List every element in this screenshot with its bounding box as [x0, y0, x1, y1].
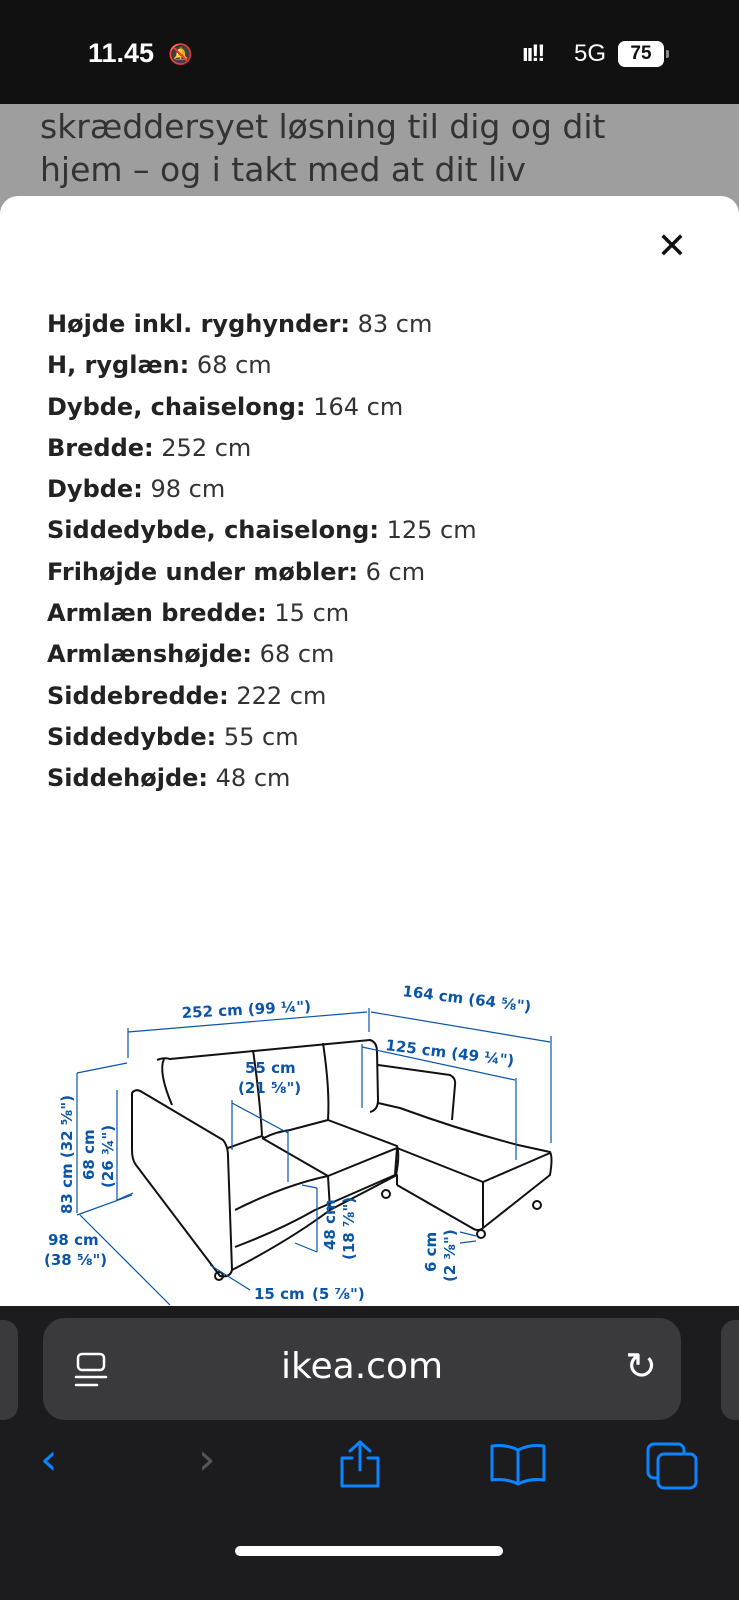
background-text-line: skræddersyet løsning til dig og dit [40, 107, 606, 146]
diagram-label-chaise-depth: 164 cm (64 ⅝") [401, 982, 533, 1016]
diagram-label-back-height: 68 cm [80, 1129, 98, 1180]
background-text-line: hjem – og i takt med at dit liv [40, 150, 526, 189]
home-indicator [235, 1546, 503, 1556]
dimension-row [47, 469, 477, 510]
next-tab-peek[interactable] [721, 1320, 739, 1420]
url-text[interactable]: ikea.com [280, 1346, 444, 1387]
dimension-row [47, 634, 477, 675]
dimension-value: 6 cm [365, 557, 426, 586]
dimension-value: 98 cm [150, 475, 226, 504]
diagram-label-depth-in: (38 ⅝") [44, 1251, 108, 1269]
dimension-row [47, 510, 477, 551]
reader-menu-icon[interactable] [73, 1348, 109, 1390]
diagram-label-height: 83 cm (32 ⅝") [58, 1095, 76, 1214]
diagram-label-armrest-in: (5 ⅞") [312, 1285, 365, 1303]
dimension-value: 252 cm [161, 433, 252, 462]
dimension-value: 55 cm [223, 722, 299, 751]
reload-icon[interactable]: ↻ [625, 1344, 657, 1388]
dimension-row [47, 387, 477, 428]
dimension-row [47, 345, 477, 386]
status-bar [0, 0, 739, 104]
forward-button[interactable]: › [198, 1434, 216, 1485]
dimension-label: Siddedybde, chaiselong: [47, 516, 379, 545]
sofa-dimension-diagram [40, 960, 690, 1305]
dimension-value: 164 cm [313, 392, 404, 421]
dimension-value: 68 cm [196, 351, 272, 380]
dimension-value: 48 cm [215, 764, 291, 793]
dimension-label: Dybde: [47, 475, 143, 504]
browser-toolbar [0, 1306, 739, 1600]
dimension-row [47, 552, 477, 593]
status-time: 11.45 [88, 38, 155, 68]
share-icon[interactable] [336, 1438, 384, 1490]
diagram-label-seat-height-in: (18 ⅞") [340, 1196, 358, 1260]
network-type: 5G [574, 40, 607, 67]
battery-icon: 75 [618, 41, 664, 67]
diagram-label-clearance: 6 cm [422, 1231, 440, 1272]
silent-bell-icon: 🔕 [168, 42, 193, 66]
diagram-label-chaise-seat-depth: 125 cm (49 ¼") [384, 1036, 516, 1070]
back-button[interactable]: ‹ [40, 1434, 58, 1485]
dimension-row [47, 717, 477, 758]
signal-icon: ıı!! [522, 40, 544, 67]
dimension-value: 83 cm [357, 310, 433, 338]
diagram-label-seat-depth-in: (21 ⅝") [238, 1079, 302, 1097]
dimension-value: 15 cm [274, 599, 350, 628]
dimension-label: Siddedybde: [47, 722, 217, 751]
dimension-label: Dybde, chaiselong: [47, 392, 306, 421]
diagram-label-seat-depth: 55 cm [245, 1059, 296, 1077]
dimension-row [47, 758, 477, 799]
diagram-label-width: 252 cm (99 ¼") [181, 997, 312, 1022]
dimension-label: H, ryglæn: [47, 351, 190, 380]
battery-tip [666, 50, 669, 58]
dimension-label: Siddebredde: [47, 681, 229, 710]
address-bar[interactable] [43, 1318, 681, 1420]
dimension-label: Frihøjde under møbler: [47, 557, 358, 586]
dimension-row [47, 676, 477, 717]
dimension-label: Siddehøjde: [47, 764, 209, 793]
dimension-label: Armlænshøjde: [47, 640, 253, 669]
dimension-label: Armlæn bredde: [47, 599, 267, 628]
dimension-row [47, 304, 477, 345]
dimension-value: 125 cm [386, 516, 477, 545]
diagram-label-armrest: 15 cm [254, 1285, 305, 1303]
diagram-label-clearance-in: (2 ⅜") [441, 1229, 459, 1282]
dimension-label: Bredde: [47, 433, 154, 462]
tabs-icon[interactable] [644, 1440, 700, 1492]
diagram-label-back-height-in: (26 ¾") [99, 1124, 117, 1188]
previous-tab-peek[interactable] [0, 1320, 18, 1420]
dimensions-list [47, 304, 477, 800]
close-button[interactable]: ✕ [656, 226, 688, 267]
dimension-value: 68 cm [259, 640, 335, 669]
dimension-value: 222 cm [236, 681, 327, 710]
dimension-row [47, 593, 477, 634]
dimension-label: Højde inkl. ryghynder: [47, 310, 350, 338]
bookmarks-icon[interactable] [488, 1442, 548, 1486]
diagram-label-depth: 98 cm [48, 1231, 99, 1249]
dimension-row [47, 428, 477, 469]
diagram-label-seat-height: 48 cm [321, 1199, 339, 1250]
